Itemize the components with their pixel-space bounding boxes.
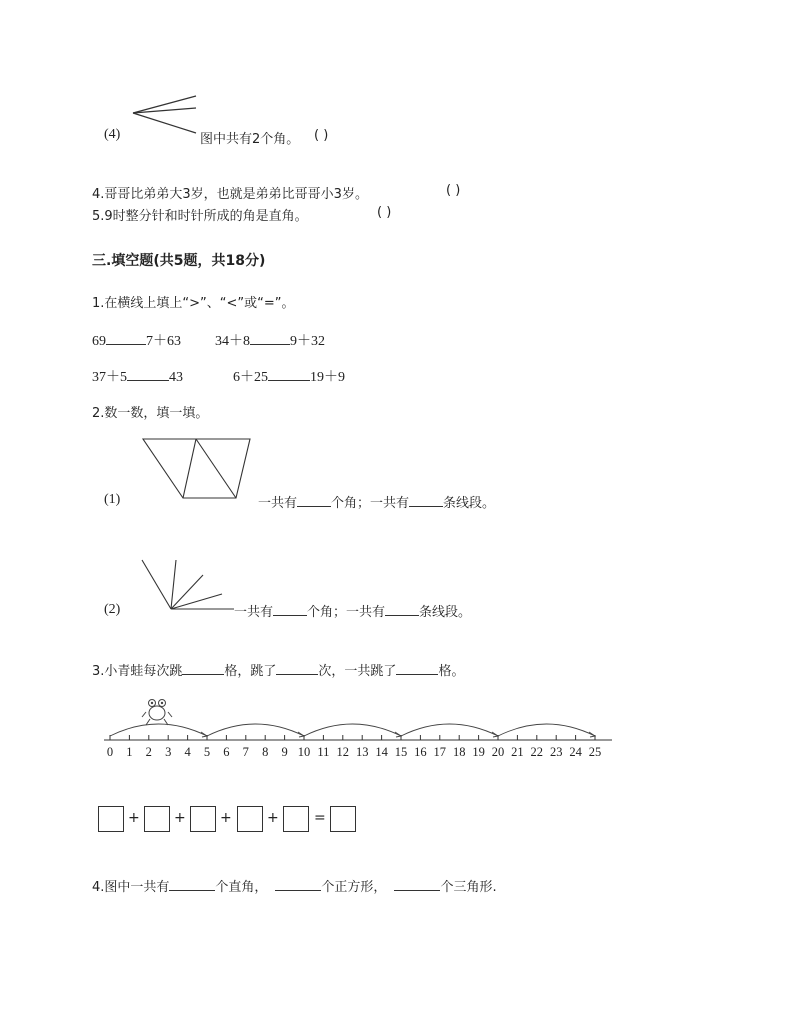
answer-blank[interactable] (276, 660, 318, 675)
jump-arrowhead (395, 732, 401, 737)
answer-paren[interactable]: ( ) (314, 128, 329, 143)
prompt-text: 4.图中一共有 (92, 880, 170, 895)
answer-blank[interactable] (106, 330, 146, 345)
question-prompt: 1.在横线上填上“>”、“<”或“=”。 (92, 296, 295, 311)
judge-item-text: 5.9时整分针和时针所成的角是直角。 (92, 209, 308, 224)
answer-blank[interactable] (394, 876, 440, 891)
answer-blank[interactable] (182, 660, 224, 675)
count-text: 个角；一共有 (331, 496, 410, 511)
count-text: 一共有 (234, 605, 274, 620)
count-line (234, 601, 471, 620)
answer-blank[interactable] (409, 492, 443, 507)
tick-label: 8 (262, 745, 269, 759)
jump-arrowhead (298, 732, 304, 737)
angle-question-label: (4) (104, 127, 121, 142)
compare-right: 7＋63 (146, 334, 181, 349)
tick-label: 16 (414, 745, 427, 759)
prompt-text: 个直角， (215, 880, 268, 895)
prompt-text: 3.小青蛙每次跳 (92, 664, 183, 679)
compare-row (233, 366, 345, 386)
tick-label: 3 (165, 745, 172, 759)
angle-question-text: 图中共有2个角。 (200, 132, 300, 147)
tick-label: 18 (452, 745, 466, 759)
question-prompt (92, 660, 464, 679)
jump-arrowhead (589, 732, 595, 737)
jump-arrowhead (201, 732, 207, 737)
prompt-text: 格。 (438, 664, 465, 679)
tick-label: 5 (203, 745, 211, 759)
count-line (258, 492, 495, 511)
count-text: 条线段。 (419, 605, 472, 620)
jump-arrowhead (492, 732, 498, 737)
answer-blank[interactable] (385, 601, 419, 616)
answer-blank[interactable] (127, 366, 169, 381)
tick-label: 7 (242, 745, 249, 759)
rays-figure (0, 556, 794, 636)
jump-arc (207, 724, 304, 736)
plus-sign: + (128, 810, 140, 826)
tick-label: 19 (472, 745, 485, 759)
section-title: 三.填空题(共5题，共18分) (92, 253, 266, 269)
tick-label: 14 (375, 745, 388, 759)
compare-left: 69 (92, 334, 106, 349)
equals-sign: = (314, 810, 326, 826)
compare-row (92, 366, 183, 386)
prompt-text: 格，跳了 (224, 664, 277, 679)
answer-box[interactable] (237, 806, 263, 832)
prompt-text: 次，一共跳了 (318, 664, 397, 679)
answer-blank[interactable] (268, 366, 310, 381)
judge-item-text: 4.哥哥比弟弟大3岁，也就是弟弟比哥哥小3岁。 (92, 187, 368, 202)
count-text: 条线段。 (443, 496, 496, 511)
jump-arc (304, 724, 401, 736)
tick-label: 15 (394, 745, 408, 759)
answer-box[interactable] (144, 806, 170, 832)
judge-item (92, 183, 368, 202)
count-text: 一共有 (258, 496, 298, 511)
compare-right: 43 (169, 370, 183, 385)
answer-blank[interactable] (275, 876, 321, 891)
answer-paren[interactable]: ( ) (377, 205, 392, 220)
prompt-text: 个三角形. (440, 880, 497, 895)
part-label: (2) (104, 602, 121, 617)
tick-label: 20 (491, 745, 505, 759)
answer-box[interactable] (190, 806, 216, 832)
tick-label: 11 (317, 745, 330, 759)
compare-right: 19＋9 (310, 370, 345, 385)
answer-box[interactable] (283, 806, 309, 832)
tick-label: 22 (530, 745, 544, 759)
number-line (0, 690, 794, 770)
plus-sign: + (220, 810, 232, 826)
count-text: 个角；一共有 (307, 605, 386, 620)
compare-row (215, 330, 325, 350)
tick-label: 2 (145, 745, 152, 759)
plus-sign: + (267, 810, 279, 826)
judge-item (92, 205, 308, 224)
tick-label: 9 (281, 745, 288, 759)
jump-arc (498, 724, 595, 736)
answer-blank[interactable] (169, 876, 215, 891)
jump-arc (110, 724, 207, 736)
compare-right: 9＋32 (290, 334, 325, 349)
compare-row (92, 330, 181, 350)
tick-label: 10 (297, 745, 311, 759)
tick-label: 24 (569, 745, 582, 759)
answer-blank[interactable] (250, 330, 290, 345)
answer-blank[interactable] (273, 601, 307, 616)
frog-icon (142, 700, 172, 726)
prompt-text: 个正方形， (321, 880, 387, 895)
plus-sign: + (174, 810, 186, 826)
tick-label: 4 (184, 745, 191, 759)
tick-label: 13 (355, 745, 369, 759)
answer-blank[interactable] (396, 660, 438, 675)
question-prompt: 2.数一数，填一填。 (92, 406, 209, 421)
answer-paren[interactable]: ( ) (446, 183, 461, 198)
answer-box[interactable] (330, 806, 356, 832)
tick-label: 1 (126, 745, 133, 759)
tick-label: 0 (106, 745, 114, 759)
tick-label: 21 (511, 745, 524, 759)
compare-left: 34＋8 (215, 334, 250, 349)
jump-arc (401, 724, 498, 736)
tick-label: 6 (223, 745, 230, 759)
part-label: (1) (104, 492, 121, 507)
tick-label: 23 (549, 745, 563, 759)
answer-box[interactable] (98, 806, 124, 832)
answer-blank[interactable] (297, 492, 331, 507)
compare-left: 37＋5 (92, 370, 127, 385)
tick-label: 25 (588, 745, 602, 759)
question-prompt (92, 876, 497, 895)
tick-label: 12 (336, 745, 350, 759)
compare-left: 6＋25 (233, 370, 268, 385)
tick-label: 17 (433, 745, 447, 759)
